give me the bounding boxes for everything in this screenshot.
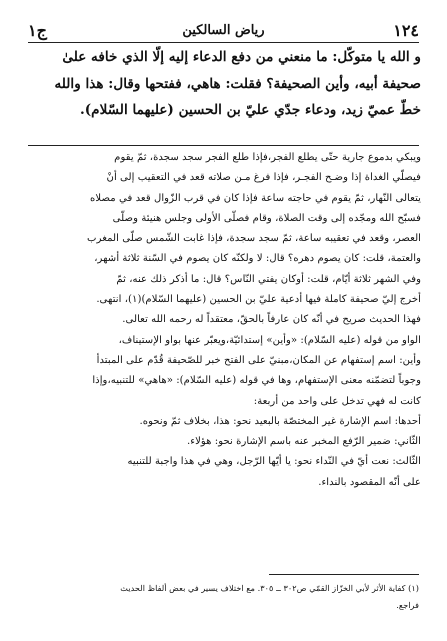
commentary-line: وفي الشهر ثلاثة أيّام، قلت: أوكان يفتي النّاس؟ قال: ما أذكر ذلك عنه، ثمّ [116, 273, 421, 285]
commentary-line: وأين: اسم إستفهام عن المكان،مبنيّ على الفتح خبر للصّحيفة قُدّم على المبتدأ [96, 354, 421, 366]
commentary-line: فيصلّي الغداة إذا وضـح الفجـر، فإذا فرغ مـن صلاته قعد في التعقيب إلى أنْ [106, 172, 421, 184]
commentary-line: وجوباً لتضمّنه معنى الإستفهام، وها في قوله (عليه السّلام): «هاهي» للتنبيه،وإذا [92, 375, 421, 387]
commentary-line: العصر، وقعد في تعقيبه ساعة، ثمّ سجد سجدة، فإذا غابت الشّمس صلّى المغرب [87, 233, 421, 245]
footnote-line: فراجع. [396, 600, 419, 610]
footnote [28, 580, 419, 614]
commentary-line: الثّاني: ضمير الرّفع المخبر عنه باسم الإشارة نحو: هؤلاء. [187, 436, 421, 448]
commentary-line: الثّالث: نعت أيّ في النّداء نحو: يا أيّها الرّجل، وهي في هذا واجبة للتنبيه [127, 456, 421, 468]
book-title: رياض السالكين [182, 23, 265, 38]
commentary-line: يتعالى النّهار، ثمّ يقوم في حاجته ساعة فإذا كان في قرب الزّوال قعد في مصلاه [90, 192, 421, 204]
footnote-line: (١) كفاية الأثر لأبي الخزّاز القمّي ص٣٠٢ ــ ٣٠٥. مع اختلاف يسير في بعض ألفاظ الحديث [120, 583, 419, 593]
commentary-line: فهذا الحديث صريح في أنّه كان عارفاً بالحقّ، معتقداً له رحمه الله تعالى. [122, 314, 421, 326]
main-text-line: خطّ عميّ زيد، ودعاء جدّي عليّ بن الحسين (عليهما السّلام). [79, 102, 421, 118]
commentary-line: ويبكي بدموع جارية حتّى يطلع الفجر،فإذا طلع الفجر سجد سجدة، ثمّ يقوم [114, 152, 421, 163]
section-divider [28, 145, 419, 146]
commentary-text [26, 148, 421, 493]
commentary-line: فسبّح الله ومجّده إلى وقت الصلاة، وقام فصلّى الأولى وجلس هنيئة وصلّى [112, 212, 421, 224]
page-header [28, 14, 419, 40]
commentary-line: والعتمة، قلت: كان يصوم دهره؟ قال: لا ولكنّه كان يصوم في السّنة ثلاثة أشهر، [94, 253, 421, 265]
main-text [26, 44, 421, 124]
commentary-line: أحدها: اسم الإشارة غير المختصّة بالبعيد نحو: هذا، بخلاف ثمّ ونحوه. [139, 415, 421, 427]
commentary-line: أخرج إليّ صحيفة كاملة فيها أدعية عليّ بن الحسين (عليهما السّلام)(١)، انتهى. [96, 294, 421, 306]
commentary-line: الواو من قوله (عليه السّلام): «وأين» إستدائيّة،ويعبّر عنها بواو الإستيناف، [118, 334, 421, 346]
header-divider [28, 42, 419, 43]
page-number: ١٢٤ [393, 21, 419, 40]
volume-number: ج١ [28, 21, 47, 40]
commentary-line: على أنّه المقصود بالنداء. [318, 476, 421, 488]
footnote-divider [269, 574, 419, 575]
commentary-line: كانت له فهي تدخل على واحد من أربعة: [253, 395, 421, 407]
main-text-line: و الله يا متوكّل: ما منعني من دفع الدعاء إليه إلّا الذي خافه علىٰ [62, 49, 421, 65]
main-text-line: صحيفة أبيه، وأين الصحيفة؟ فقلت: هاهي، ففتحها وقال: هذا والله [54, 75, 421, 92]
